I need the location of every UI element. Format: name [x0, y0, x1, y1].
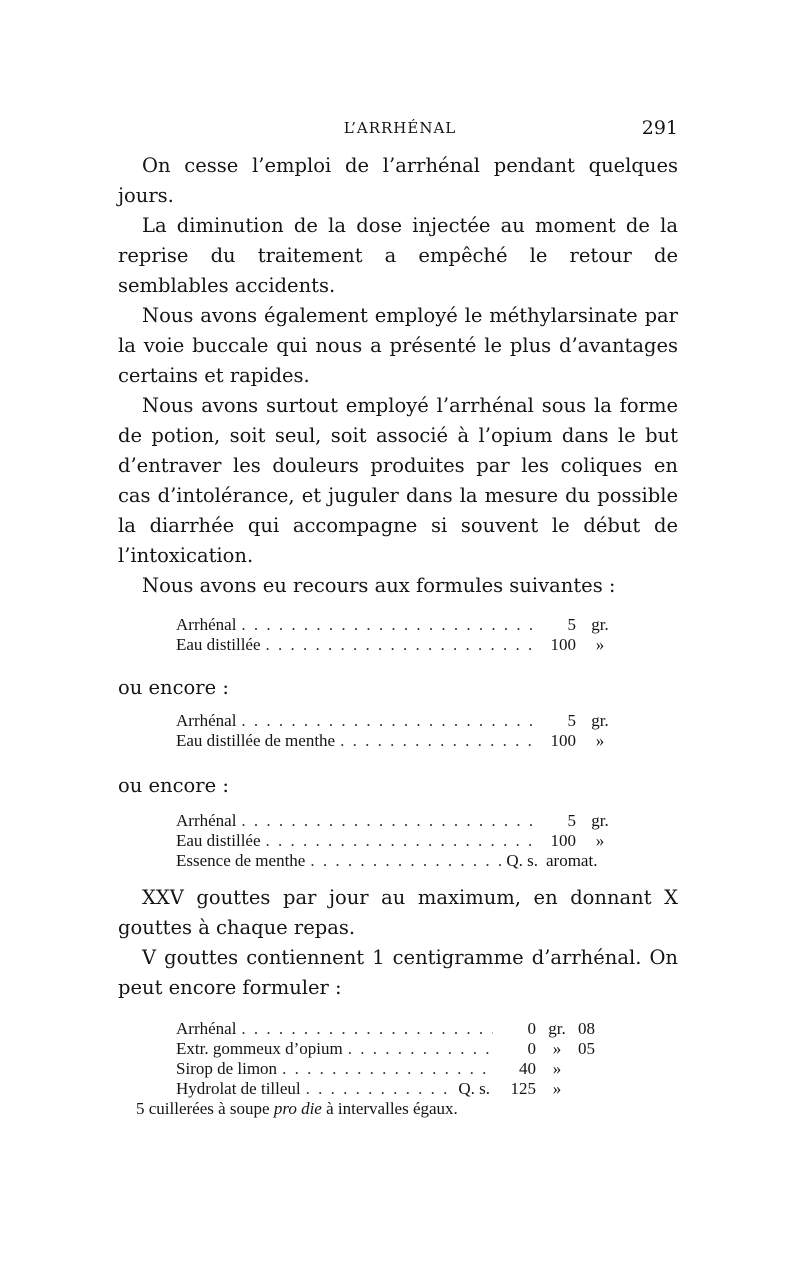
paragraph: XXV gouttes par jour au maximum, en donnant X gouttes à chaque repas.: [118, 886, 678, 939]
page-number: 291: [641, 117, 678, 139]
paragraph: La diminution de la dose injectée au moment de la reprise du traitement a empêché le retour de semblables accidents.: [118, 214, 678, 297]
formula-row: [176, 1019, 606, 1039]
ingredient-quantity: 0: [527, 1039, 536, 1058]
formula-3: [118, 811, 624, 871]
dot-leader: [348, 1039, 493, 1059]
ingredient-name: Arrhénal: [176, 1019, 237, 1038]
ingredient-quantity: 0: [527, 1019, 536, 1038]
ingredient-name: Extr. gommeux d’opium: [176, 1039, 343, 1058]
formula-row: [176, 711, 624, 731]
ingredient-unit: gr.: [548, 1019, 566, 1038]
ingredient-name: Eau distillée: [176, 831, 261, 850]
formula-row: [176, 1059, 606, 1079]
ou-encore-label: ou encore :: [118, 774, 229, 797]
paragraph: On cesse l’emploi de l’arrhénal pendant quelques jours.: [118, 154, 678, 207]
formula-row: [176, 831, 624, 851]
dot-leader: [310, 851, 501, 871]
ingredient-quantity: 100: [550, 731, 576, 750]
dot-leader: [266, 831, 533, 851]
ingredient-name: Sirop de limon: [176, 1059, 278, 1078]
ingredient-unit: »: [595, 831, 605, 850]
paragraph: Nous avons eu recours aux formules suivantes :: [142, 574, 616, 597]
ingredient-decimal: 08: [578, 1019, 595, 1038]
ingredient-name: Arrhénal: [176, 811, 237, 830]
dot-leader: [282, 1059, 493, 1079]
instruction-text: 5 cuillerées à soupe: [136, 1099, 274, 1118]
dot-leader: [241, 615, 533, 635]
ingredient-unit: »: [552, 1059, 562, 1078]
page-body: [118, 151, 678, 1119]
ingredient-name: Eau distillée de menthe: [176, 731, 336, 750]
ingredient-unit: gr.: [591, 711, 609, 730]
formula-4: [118, 1019, 606, 1099]
ingredient-quantity: 100: [550, 635, 576, 654]
ingredient-quantity: 5: [567, 615, 576, 634]
ingredient-name: Eau distillée: [176, 635, 261, 654]
paragraph: Nous avons surtout employé l’arrhénal sous la forme de potion, soit seul, soit associé à l’opium dans le but d’entraver les douleurs produites par les coliques en cas d’intolérance, et juguler dans la mesure du possible la diarrhée qui accompagne si souvent le début de l’intoxication.: [118, 394, 678, 567]
instruction-text: à intervalles égaux.: [321, 1099, 458, 1118]
ingredient-name: Arrhénal: [176, 615, 237, 634]
formula-row: [176, 811, 624, 831]
quantum-satis: Q. s.: [506, 851, 538, 870]
ingredient-unit: »: [595, 731, 605, 750]
instruction-italic: pro die: [273, 1099, 322, 1118]
formula-row: [176, 1079, 606, 1099]
dot-leader: [266, 635, 533, 655]
running-head: [0, 117, 800, 141]
ingredient-quantity: 40: [519, 1059, 536, 1078]
dot-leader: [306, 1079, 454, 1099]
dot-leader: [340, 731, 533, 751]
ingredient-unit: »: [595, 635, 605, 654]
formula-row: [176, 1039, 606, 1059]
ou-encore-label: ou encore :: [118, 676, 229, 699]
dot-leader: [241, 811, 533, 831]
ingredient-quantity: 5: [567, 711, 576, 730]
ingredient-name: Hydrolat de tilleul: [176, 1079, 301, 1098]
dot-leader: [241, 1019, 493, 1039]
formula-row: [176, 635, 624, 655]
dosage-instruction: [118, 1099, 678, 1119]
paragraph: Nous avons également employé le méthylarsinate par la voie buccale qui nous a présenté le plus d’avantages certains et rapides.: [118, 304, 678, 387]
formula-row: [176, 731, 624, 751]
ingredient-quantity: 100: [550, 831, 576, 850]
paragraph: V gouttes contiennent 1 centigramme d’arrhénal. On peut encore formuler :: [118, 946, 678, 999]
formula-row: [176, 615, 624, 635]
formula-1: [118, 615, 624, 655]
ingredient-name: Arrhénal: [176, 711, 237, 730]
formula-2: [118, 711, 624, 751]
quantum-satis: Q. s.: [458, 1079, 490, 1098]
ingredient-unit: gr.: [591, 811, 609, 830]
ingredient-unit: gr.: [591, 615, 609, 634]
dot-leader: [241, 711, 533, 731]
ingredient-unit: »: [552, 1039, 562, 1058]
ingredient-quantity: 5: [567, 811, 576, 830]
ingredient-unit: »: [552, 1079, 562, 1098]
ingredient-decimal: 05: [578, 1039, 595, 1058]
ingredient-name: Essence de menthe: [176, 851, 306, 870]
running-title: L’ARRHÉNAL: [343, 119, 457, 137]
ingredient-quantity: 125: [510, 1079, 536, 1098]
formula-row: [176, 851, 624, 871]
ingredient-quantity: aromat.: [546, 851, 598, 870]
